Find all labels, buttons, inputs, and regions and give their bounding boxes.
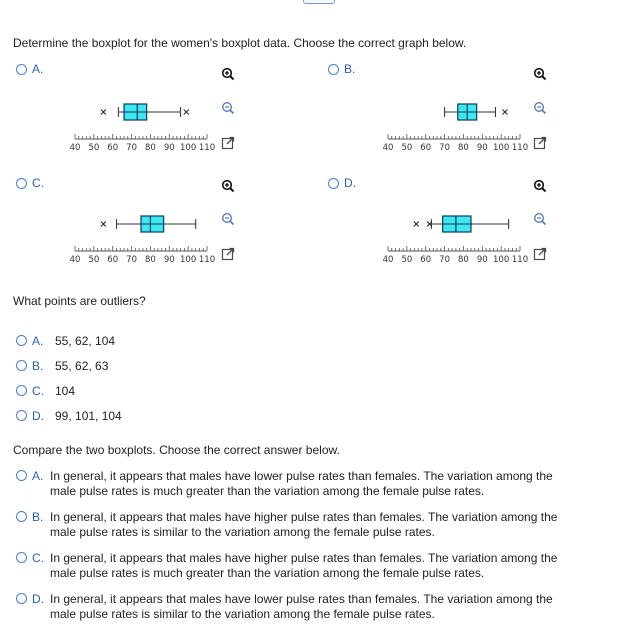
compare-option-c[interactable] [16,551,557,581]
tick-label: 80 [145,143,156,150]
outlier-option-b[interactable] [16,359,108,373]
radio[interactable] [16,410,27,421]
tick-label: 60 [420,255,432,262]
boxplot-c [67,212,217,262]
radio[interactable] [16,335,27,346]
tick-label: 80 [458,143,469,150]
outlier-option-a[interactable] [16,334,115,348]
option-text-line: male pulse rates is similar to the variation among the female pulse rates. [50,525,435,539]
tick-label: 40 [382,143,394,150]
option-text-line: male pulse rates is much greater than the variation among the female pulse rates. [50,566,485,580]
radio[interactable] [16,360,27,371]
option-text-line: In general, it appears that males have lower pulse rates than females. The variation among the [50,469,553,483]
outlier-mark [184,110,189,115]
zoom-out-icon[interactable] [221,212,235,226]
radio[interactable] [16,470,27,481]
option-text: 55, 62, 63 [55,359,109,373]
question-compare: Compare the two boxplots. Choose the correct answer below. [13,443,340,457]
tick-label: 50 [401,143,413,150]
option-text [50,551,557,581]
more-button[interactable] [303,0,335,4]
plot-option-c[interactable] [16,176,44,190]
option-letter: C. [32,176,44,190]
tick-label: 40 [69,255,81,262]
popout-icon[interactable] [221,247,235,261]
option-letter: B. [32,510,44,524]
radio-d[interactable] [328,178,339,189]
outlier-option-d[interactable] [16,409,122,423]
zoom-in-icon[interactable] [221,179,235,193]
radio-b[interactable] [328,64,339,75]
tick-label: 110 [511,255,529,262]
option-text-line: male pulse rates is similar to the variation among the female pulse rates. [50,607,435,621]
option-text [50,510,557,540]
zoom-out-icon[interactable] [221,101,235,115]
option-text-line: In general, it appears that males have lower pulse rates than females. The variation among the [50,592,553,606]
zoom-in-icon[interactable] [533,67,547,81]
popout-icon[interactable] [221,136,235,150]
boxplot-b [380,100,530,150]
tick-label: 70 [439,143,450,150]
option-letter: A. [32,334,44,348]
tick-label: 110 [198,255,216,262]
outlier-mark [101,110,106,115]
tick-label: 50 [88,255,100,262]
tick-label: 60 [420,143,432,150]
tick-label: 80 [145,255,156,262]
tick-label: 70 [126,143,137,150]
popout-icon[interactable] [533,247,547,261]
option-letter: C. [32,551,44,565]
option-letter: A. [32,62,44,76]
tick-label: 40 [69,143,81,150]
tick-label: 90 [163,143,175,150]
zoom-in-icon[interactable] [533,179,547,193]
option-text-line: In general, it appears that males have higher pulse rates than females. The variation among the [50,510,558,524]
radio-a[interactable] [16,64,27,75]
option-text [50,469,553,499]
tick-label: 50 [401,255,413,262]
option-letter: A. [32,469,44,483]
tick-label: 100 [493,255,510,262]
tick-label: 90 [476,143,488,150]
outlier-mark [101,222,106,227]
tick-label: 60 [107,143,119,150]
outlier-mark [502,110,507,115]
tick-label: 110 [198,143,216,150]
question-boxplot: Determine the boxplot for the women's boxplot data. Choose the correct graph below. [13,36,467,50]
outlier-mark [414,222,419,227]
zoom-out-icon[interactable] [533,101,547,115]
tick-label: 110 [511,143,529,150]
tick-label: 90 [163,255,175,262]
option-letter: D. [32,409,44,423]
boxplot-d [380,212,530,262]
popout-icon[interactable] [533,136,547,150]
compare-option-a[interactable] [16,469,553,499]
tick-label: 80 [458,255,469,262]
radio[interactable] [16,552,27,563]
option-letter: D. [344,176,356,190]
option-letter: B. [344,62,356,76]
option-text-line: In general, it appears that males have higher pulse rates than females. The variation among the [50,551,558,565]
tick-label: 50 [88,143,100,150]
option-letter: C. [32,384,44,398]
radio[interactable] [16,593,27,604]
tick-label: 100 [493,143,510,150]
option-letter: D. [32,592,44,606]
radio[interactable] [16,511,27,522]
option-text: 104 [55,384,76,398]
tick-label: 100 [180,143,197,150]
plot-option-a[interactable] [16,62,43,76]
option-text: 55, 62, 104 [55,334,116,348]
plot-option-b[interactable] [328,62,355,76]
tick-label: 100 [180,255,197,262]
tick-label: 90 [476,255,488,262]
option-letter: B. [32,359,44,373]
option-text: 99, 101, 104 [55,409,122,423]
tick-label: 70 [439,255,450,262]
option-text-line: male pulse rates is much greater than the variation among the female pulse rates. [50,484,485,498]
radio-c[interactable] [16,178,27,189]
zoom-out-icon[interactable] [533,212,547,226]
tick-label: 70 [126,255,137,262]
question-outliers: What points are outliers? [13,294,146,308]
plot-option-d[interactable] [328,176,356,190]
outlier-option-c[interactable] [16,384,75,398]
zoom-in-icon[interactable] [221,67,235,81]
boxplot-a [67,100,217,150]
tick-label: 40 [382,255,394,262]
radio[interactable] [16,385,27,396]
compare-option-b[interactable] [16,510,557,540]
option-text [50,592,553,622]
compare-option-d[interactable] [16,592,553,622]
tick-label: 60 [107,255,119,262]
